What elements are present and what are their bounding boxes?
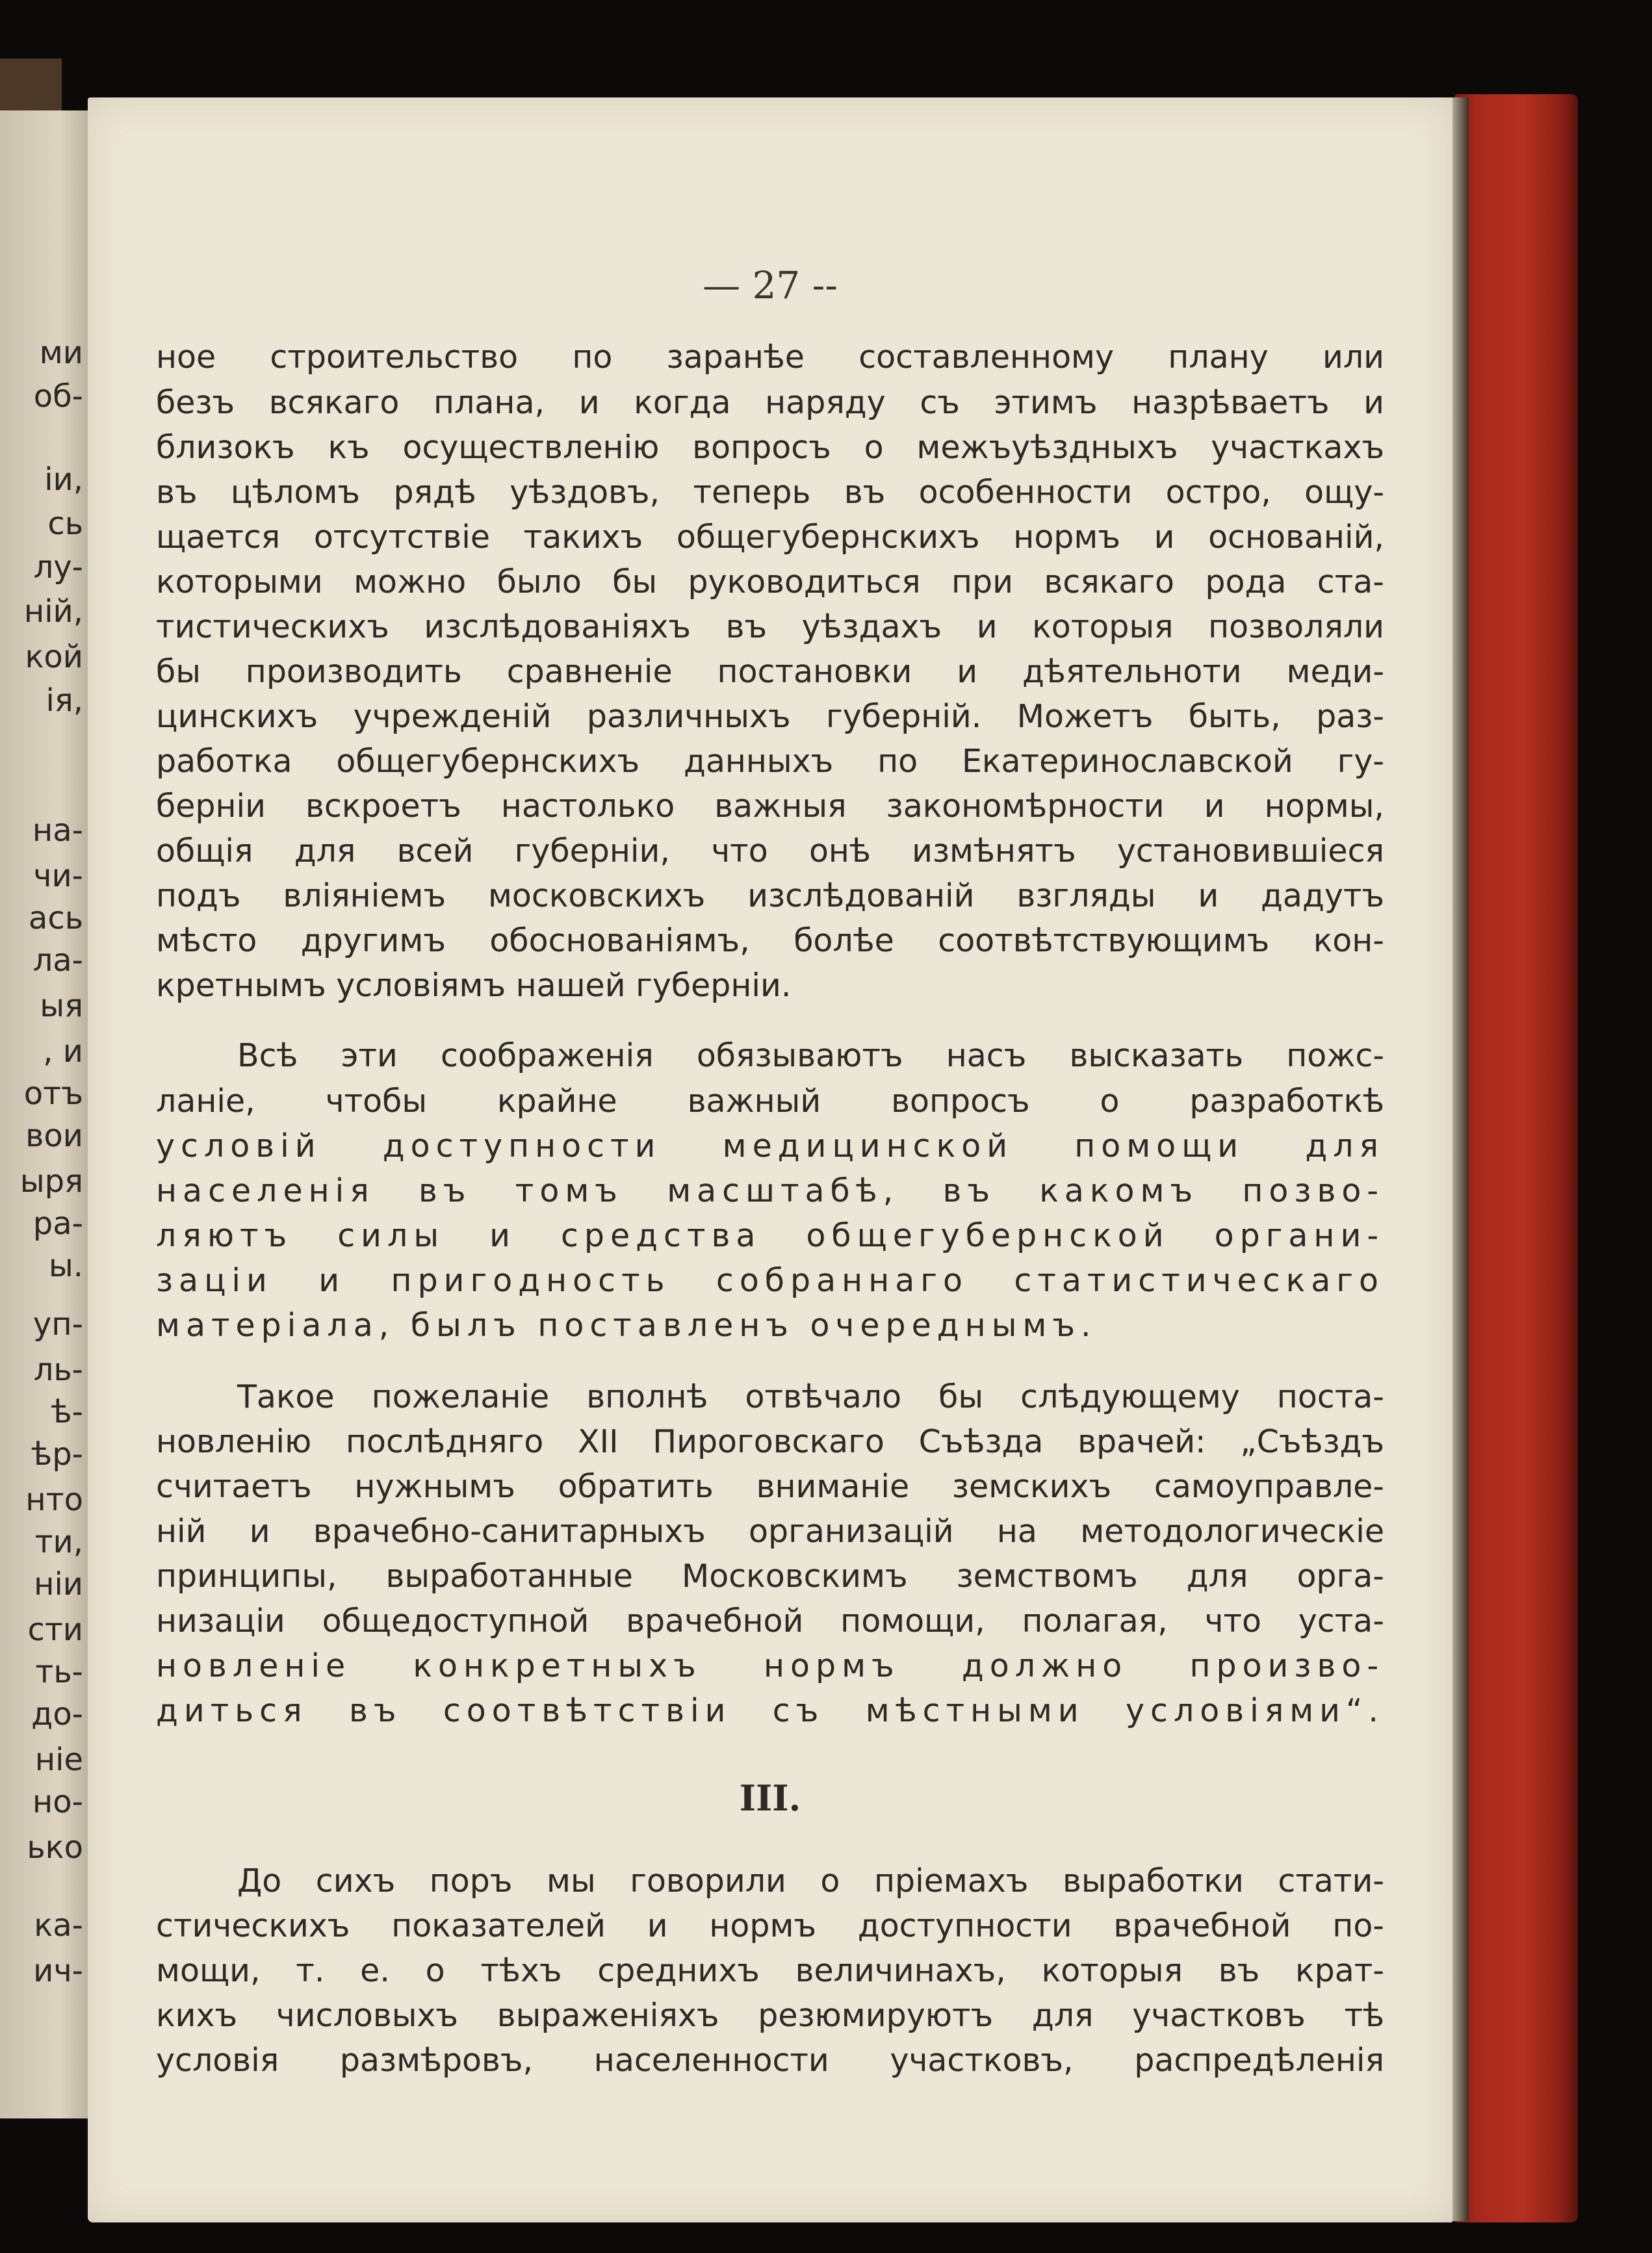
- text-line: близокъ къ осуществленію вопросъ о межъуѣздныхъ участкахъ: [156, 429, 1384, 466]
- text-line: которыми можно было бы руководиться при всякаго рода ста-: [156, 563, 1384, 600]
- facing-page-fragment: кой: [25, 639, 83, 675]
- text-line: въ цѣломъ рядѣ уѣздовъ, теперь въ особенности остро, ощу-: [156, 474, 1384, 511]
- facing-page-fragment: ніи: [34, 1566, 83, 1603]
- facing-page-fragment: ія,: [45, 682, 83, 719]
- text-line: До сихъ поръ мы говорили о пріемахъ выработки стати-: [237, 1862, 1384, 1899]
- text-line: тистическихъ изслѣдованіяхъ въ уѣздахъ и которыя позволяли: [156, 608, 1384, 645]
- facing-page-fragment: ѣ-: [51, 1394, 83, 1430]
- facing-page-fragment: ыря: [19, 1163, 83, 1200]
- text-line: Такое пожеланіе вполнѣ отвѣчало бы слѣдующему поста-: [237, 1378, 1384, 1415]
- text-line: принципы, выработанные Московскимъ земствомъ для орга-: [156, 1558, 1384, 1595]
- facing-page-text: [0, 0, 97, 2253]
- facing-page-fragment: нто: [25, 1482, 83, 1518]
- text-line: матеріала, былъ поставленъ очереднымъ.: [156, 1307, 1097, 1344]
- facing-page-fragment: ыя: [40, 988, 83, 1024]
- facing-page-fragment: уп-: [32, 1306, 83, 1343]
- text-line: ній и врачебно-санитарныхъ организацій на методологическіе: [156, 1513, 1384, 1550]
- text-line: диться въ соотвѣтствіи съ мѣстными условіями“.: [156, 1692, 1384, 1729]
- facing-page-fragment: на-: [32, 812, 83, 849]
- facing-page-fragment: ич-: [33, 1953, 83, 1989]
- text-line: мощи, т. е. о тѣхъ среднихъ величинахъ, которыя въ крат-: [156, 1952, 1384, 1989]
- text-line: Всѣ эти соображенія обязываютъ насъ высказать пожс-: [237, 1037, 1384, 1074]
- text-line: низаціи общедоступной врачебной помощи, полагая, что уста-: [156, 1603, 1384, 1640]
- text-line: стическихъ показателей и нормъ доступности врачебной по-: [156, 1907, 1384, 1944]
- facing-page-fragment: ль-: [33, 1352, 83, 1388]
- facing-page-fragment: сти: [27, 1612, 83, 1648]
- facing-page-fragment: ній,: [23, 593, 83, 630]
- facing-page-fragment: ѣр-: [31, 1436, 83, 1473]
- text-line: работка общегубернскихъ данныхъ по Екатеринославской гу-: [156, 743, 1384, 780]
- page-number: — 27 --: [703, 263, 838, 307]
- facing-page-fragment: ла-: [32, 942, 83, 979]
- text-line: цинскихъ учрежденій различныхъ губерній. Можетъ быть, раз-: [156, 698, 1384, 735]
- text-line: берніи вскроетъ настолько важныя закономѣрности и нормы,: [156, 788, 1384, 825]
- facing-page-fragment: , и: [43, 1033, 83, 1070]
- text-line: мѣсто другимъ обоснованіямъ, болѣе соотвѣтствующимъ кон-: [156, 922, 1384, 959]
- text-line: новленіе конкретныхъ нормъ должно произво-: [156, 1647, 1384, 1684]
- facing-page-fragment: ась: [28, 900, 83, 936]
- book-spine: [1454, 94, 1578, 2222]
- text-line: кихъ числовыхъ выраженіяхъ резюмируютъ для участковъ тѣ: [156, 1997, 1384, 2034]
- section-heading: III.: [739, 1777, 801, 1819]
- text-line: бы производить сравненіе постановки и дѣятельноти меди-: [156, 653, 1384, 690]
- facing-page-fragment: ти,: [34, 1524, 83, 1560]
- facing-page-fragment: ка-: [34, 1907, 83, 1944]
- text-line: ное строительство по заранѣе составленному плану или: [156, 339, 1384, 376]
- facing-page-fragment: отъ: [23, 1075, 83, 1112]
- facing-page-fragment: ми: [39, 335, 83, 371]
- text-line: условій доступности медицинской помощи для: [156, 1127, 1384, 1165]
- facing-page-fragment: до-: [31, 1696, 83, 1732]
- facing-page-fragment: ніе: [34, 1742, 83, 1778]
- book-page: [88, 97, 1452, 2222]
- text-line: ляютъ силы и средства общегубернской органи-: [156, 1217, 1384, 1254]
- facing-page-fragment: ра-: [32, 1205, 83, 1242]
- facing-page-fragment: вои: [25, 1118, 83, 1154]
- text-line: общія для всей губерніи, что онѣ измѣнятъ установившіеся: [156, 832, 1384, 869]
- text-line: безъ всякаго плана, и когда наряду съ этимъ назрѣваетъ и: [156, 384, 1384, 421]
- text-line: кретнымъ условіямъ нашей губерніи.: [156, 967, 792, 1004]
- facing-page-fragment: но-: [32, 1784, 83, 1820]
- facing-page-fragment: ы.: [48, 1248, 83, 1284]
- text-line: условія размѣровъ, населенности участковъ, распредѣленія: [156, 2042, 1384, 2079]
- facing-page-fragment: ть-: [35, 1654, 83, 1690]
- facing-page-fragment: об-: [33, 378, 83, 415]
- text-line: считаетъ нужнымъ обратить вниманіе земскихъ самоуправле-: [156, 1468, 1384, 1505]
- text-line: щается отсутствіе такихъ общегубернскихъ нормъ и основаній,: [156, 519, 1384, 556]
- text-line: населенія въ томъ масштабѣ, въ какомъ позво-: [156, 1172, 1384, 1209]
- facing-page-fragment: іи,: [44, 461, 83, 498]
- facing-page-fragment: чи-: [33, 858, 83, 894]
- text-line: новленію послѣдняго XII Пироговскаго Съѣзда врачей: „Съѣздъ: [156, 1423, 1384, 1460]
- facing-page-fragment: сь: [47, 506, 83, 542]
- text-line: ланіе, чтобы крайне важный вопросъ о разработкѣ: [156, 1083, 1384, 1120]
- facing-page-fragment: лу-: [33, 549, 83, 586]
- text-line: подъ вліяніемъ московскихъ изслѣдованій взгляды и дадутъ: [156, 877, 1384, 914]
- facing-page-fragment: ько: [27, 1829, 83, 1866]
- text-line: заціи и пригодность собраннаго статистическаго: [156, 1262, 1384, 1299]
